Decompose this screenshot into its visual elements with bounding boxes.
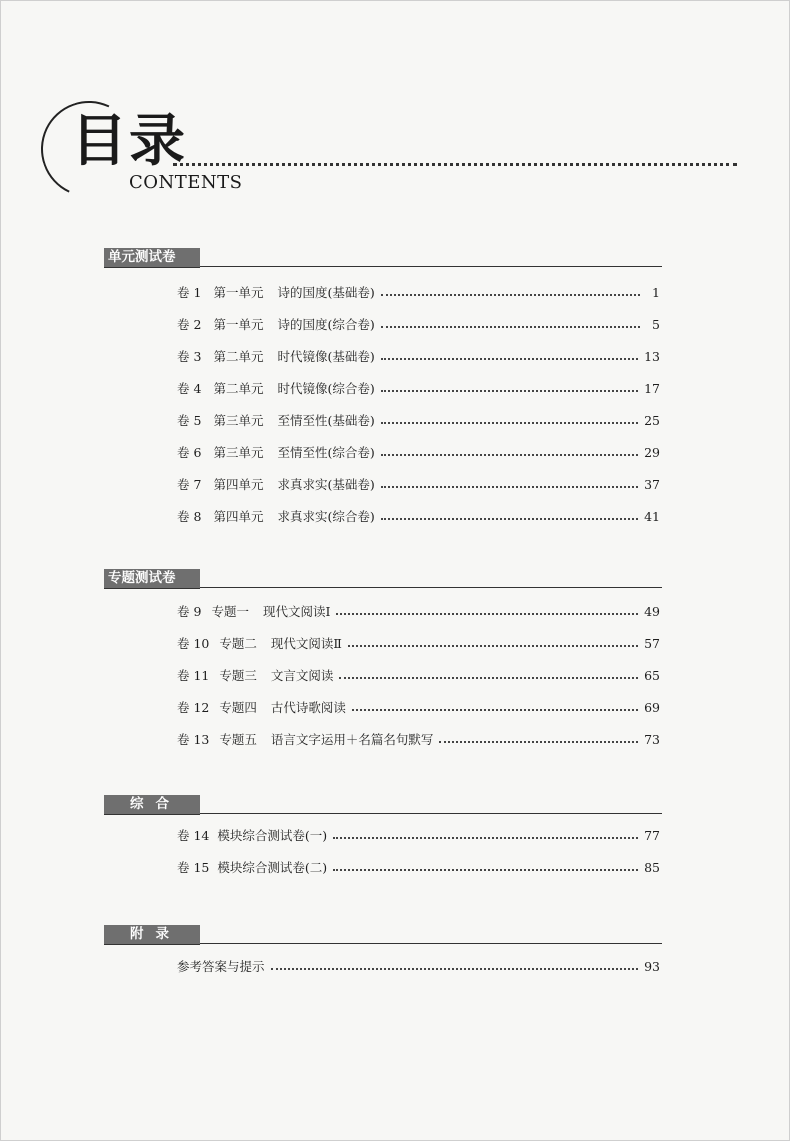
entry-topic: 诗的国度(基础卷)	[277, 285, 375, 300]
toc-entry[interactable]	[177, 316, 660, 334]
page-title: 目录	[71, 108, 187, 174]
entry-unit: 第一单元	[213, 285, 264, 300]
section-rule	[200, 943, 662, 944]
entry-volume: 参考答案与提示	[177, 959, 265, 974]
entry-volume: 卷 11	[177, 668, 210, 683]
entry-page-number: 29	[644, 445, 660, 460]
entry-topic: 至情至性(综合卷)	[277, 445, 375, 460]
entry-page-number: 73	[644, 732, 660, 747]
entry-volume: 卷 13	[177, 732, 210, 747]
entry-topic: 古代诗歌阅读	[270, 700, 346, 715]
entry-unit: 专题二	[219, 636, 257, 651]
entry-page-number: 77	[644, 828, 660, 843]
entry-topic: 时代镜像(综合卷)	[277, 381, 375, 396]
entry-unit: 模块综合测试卷(二)	[217, 860, 328, 875]
section-label: 单元测试卷	[104, 248, 200, 267]
section-header	[1, 248, 789, 268]
toc-entry[interactable]	[177, 284, 660, 302]
section-rule	[104, 814, 200, 815]
entry-unit: 专题四	[219, 700, 257, 715]
toc-entry[interactable]	[177, 348, 660, 366]
toc-entry[interactable]	[177, 958, 660, 976]
entry-volume: 卷 10	[177, 636, 210, 651]
entry-topic: 求真求实(基础卷)	[277, 477, 375, 492]
page-subtitle: CONTENTS	[129, 172, 243, 193]
entry-unit: 专题一	[211, 604, 249, 619]
entry-page-number: 25	[644, 413, 660, 428]
entry-unit: 第一单元	[213, 317, 264, 332]
entry-dot-leader	[352, 709, 638, 711]
entry-volume: 卷 7	[177, 477, 202, 492]
entry-volume: 卷 12	[177, 700, 210, 715]
entry-dot-leader	[381, 454, 638, 456]
section-rule	[104, 267, 200, 268]
entry-page-number: 93	[644, 959, 660, 974]
entry-page-number: 69	[644, 700, 660, 715]
entry-topic: 文言文阅读	[270, 668, 334, 683]
entry-unit: 第三单元	[213, 445, 264, 460]
entry-topic: 至情至性(基础卷)	[277, 413, 375, 428]
entry-page-number: 65	[644, 668, 660, 683]
entry-dot-leader	[381, 326, 640, 328]
entry-page-number: 49	[644, 604, 660, 619]
entry-dot-leader	[381, 518, 638, 520]
section-header	[1, 795, 789, 815]
section-header	[1, 925, 789, 945]
entry-volume: 卷 1	[177, 285, 202, 300]
entry-dot-leader	[339, 677, 638, 679]
toc-entry[interactable]	[177, 380, 660, 398]
entry-volume: 卷 9	[177, 604, 202, 619]
entry-unit: 第二单元	[213, 381, 264, 396]
section-label: 附录	[104, 925, 200, 944]
entry-dot-leader	[381, 294, 640, 296]
toc-entry[interactable]	[177, 859, 660, 877]
entry-dot-leader	[381, 486, 638, 488]
entry-dot-leader	[333, 869, 638, 871]
toc-entry[interactable]	[177, 667, 660, 685]
entry-volume: 卷 5	[177, 413, 202, 428]
entry-page-number: 85	[644, 860, 660, 875]
section-rule	[200, 813, 662, 814]
toc-entry[interactable]	[177, 476, 660, 494]
entry-dot-leader	[271, 968, 639, 970]
entry-dot-leader	[333, 837, 638, 839]
toc-entry[interactable]	[177, 635, 660, 653]
toc-entry[interactable]	[177, 412, 660, 430]
entry-topic: 求真求实(综合卷)	[277, 509, 375, 524]
toc-entry[interactable]	[177, 508, 660, 526]
entry-topic: 诗的国度(综合卷)	[277, 317, 375, 332]
toc-entry[interactable]	[177, 731, 660, 749]
entry-unit: 模块综合测试卷(一)	[217, 828, 328, 843]
toc-section	[1, 795, 789, 875]
entry-dot-leader	[336, 613, 638, 615]
section-rule	[104, 944, 200, 945]
entry-dot-leader	[381, 358, 638, 360]
entry-volume: 卷 6	[177, 445, 202, 460]
entry-volume: 卷 15	[177, 860, 210, 875]
entry-unit: 专题五	[219, 732, 257, 747]
toc-entry[interactable]	[177, 603, 660, 621]
entry-page-number: 37	[644, 477, 660, 492]
entry-dot-leader	[381, 422, 638, 424]
entry-volume: 卷 4	[177, 381, 202, 396]
entry-volume: 卷 2	[177, 317, 202, 332]
entry-page-number: 1	[652, 285, 660, 300]
entry-topic: 现代文阅读Ⅰ	[262, 604, 331, 619]
title-dotted-rule	[173, 163, 737, 166]
entry-unit: 第四单元	[213, 477, 264, 492]
toc-section	[1, 925, 789, 974]
section-label: 综合	[104, 795, 200, 814]
entry-page-number: 13	[644, 349, 660, 364]
entry-volume: 卷 14	[177, 828, 210, 843]
entry-page-number: 5	[652, 317, 660, 332]
entry-unit: 第二单元	[213, 349, 264, 364]
entry-page-number: 57	[644, 636, 660, 651]
entry-volume: 卷 8	[177, 509, 202, 524]
section-rule	[200, 587, 662, 588]
entry-topic: 现代文阅读Ⅱ	[270, 636, 342, 651]
entry-page-number: 41	[644, 509, 660, 524]
entry-dot-leader	[381, 390, 638, 392]
section-header	[1, 569, 789, 589]
entry-volume: 卷 3	[177, 349, 202, 364]
entry-topic: 语言文字运用＋名篇名句默写	[270, 732, 434, 747]
entry-unit: 第三单元	[213, 413, 264, 428]
entry-topic: 时代镜像(基础卷)	[277, 349, 375, 364]
toc-entry[interactable]	[177, 827, 660, 845]
entry-unit: 第四单元	[213, 509, 264, 524]
entry-dot-leader	[439, 741, 638, 743]
section-rule	[104, 588, 200, 589]
section-rule	[200, 266, 662, 267]
section-label: 专题测试卷	[104, 569, 200, 588]
entry-unit: 专题三	[219, 668, 257, 683]
entry-page-number: 17	[644, 381, 660, 396]
toc-section	[1, 248, 789, 524]
entry-dot-leader	[348, 645, 638, 647]
toc-entry[interactable]	[177, 444, 660, 462]
toc-entry[interactable]	[177, 699, 660, 717]
toc-section	[1, 569, 789, 747]
